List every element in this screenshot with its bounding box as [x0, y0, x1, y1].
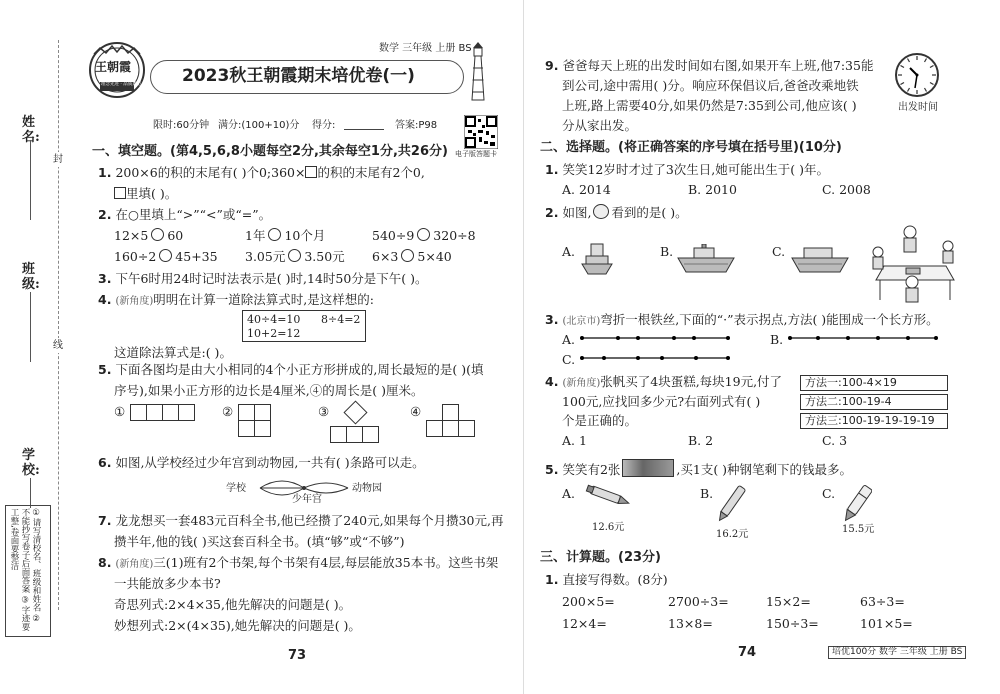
q2-item-5 — [245, 249, 345, 264]
tips-text: ①请写清校名、班级和姓名 ②不能抄写卷子后面答案 ③字迹要工整,卷面要整洁 — [9, 508, 41, 632]
c3-text: 弯折一根铁丝,下面的“·”表示拐点,方法( )能围成一个长方形。 — [600, 312, 939, 327]
c4-option-b[interactable]: B. 2 — [688, 433, 714, 448]
calc-item-6[interactable]: 13×8= — [668, 616, 713, 631]
boat-side-view-c-icon — [790, 244, 850, 276]
q7-text-a: 龙龙想买一套483元百科全书,他已经攒了240元,如果每个月攒30元,再 — [115, 513, 504, 528]
q5-shape-4-cell — [442, 404, 459, 421]
q5-shape-2-cell — [238, 420, 255, 437]
q2-circle-6[interactable] — [401, 249, 414, 262]
q5-shape-2-cell — [254, 404, 271, 421]
c4-line2: 100元,应找回多少元?右面列式有( ) — [562, 394, 761, 409]
calc-item-4[interactable]: 63÷3= — [860, 594, 905, 609]
section-choice: 二、选择题。(将正确答案的序号填在括号里)(10分) — [540, 140, 842, 155]
q2-item-2-left: 1年 — [245, 228, 266, 243]
fountain-pen-c-icon — [842, 482, 872, 526]
q1-number: 1. — [98, 165, 112, 180]
c3-tag: (北京市) — [562, 316, 601, 327]
c4-method-1: 方法一:100-4×19 — [800, 375, 948, 391]
q1-text-c: 里填( )。 — [126, 186, 178, 201]
banknote-icon — [622, 459, 674, 477]
c2-option-b[interactable]: B. — [660, 244, 674, 259]
q9-line3: 上班,路上需要40分,如果仍然是7:35到公司,他应该( ) — [562, 98, 857, 113]
c1-line — [545, 162, 829, 177]
q4-answer-line: 这道除法算式是:( )。 — [114, 345, 232, 360]
c3-option-c[interactable]: C. — [562, 352, 576, 367]
q5-line1 — [98, 362, 483, 377]
c1-option-a[interactable]: A. 2014 — [562, 182, 611, 197]
c5-price-c: 15.5元 — [842, 524, 875, 535]
q2-item-4 — [114, 249, 218, 264]
clock-caption: 出发时间 — [898, 102, 938, 113]
q2-circle-4[interactable] — [159, 249, 172, 262]
c1-option-b[interactable]: B. 2010 — [688, 182, 737, 197]
calc-item-2[interactable]: 2700÷3= — [668, 594, 729, 609]
clock-icon — [894, 52, 940, 98]
q4-work-1: 40÷4=10 — [247, 313, 301, 326]
calc-item-3[interactable]: 15×2= — [766, 594, 811, 609]
q8-miaoxiang-line: 妙想列式:2×(4×35),她先解决的问题是( )。 — [114, 618, 361, 633]
c2-option-c[interactable]: C. — [772, 244, 786, 259]
c5-text-a: 笑笑有2张 — [562, 462, 621, 477]
q2-item-1 — [114, 228, 183, 243]
c3-option-a[interactable]: A. — [562, 332, 576, 347]
q7-line1 — [98, 513, 503, 528]
q9-line1 — [545, 58, 873, 73]
page-number-right: 74 — [738, 645, 757, 660]
q2-item-3 — [372, 228, 476, 243]
q8-line2: 一共能放多少本书? — [114, 576, 221, 591]
c4-number: 4. — [545, 374, 559, 389]
q5-shape-4-cell — [442, 420, 459, 437]
q2-item-2-right: 10个月 — [284, 228, 326, 243]
logo-sub: 理念先进 · 品质典范 — [101, 82, 142, 87]
c4-line1 — [545, 374, 782, 391]
score-label: 得分: — [312, 120, 336, 131]
school-line — [30, 478, 31, 508]
q2-line — [98, 207, 271, 222]
q5-shape-1-cell — [130, 404, 147, 421]
q4-line — [98, 292, 374, 309]
q4-work-2: 8÷4=2 — [321, 313, 361, 326]
q2-circle-3[interactable] — [417, 228, 430, 241]
q2-item-6 — [372, 249, 452, 264]
k1-line — [545, 572, 668, 587]
c3-number: 3. — [545, 312, 559, 327]
c1-number: 1. — [545, 162, 559, 177]
c4-text-a: 张帆买了4块蛋糕,每块19元,付了 — [600, 374, 783, 389]
margin-name-label: 姓名: — [22, 115, 40, 145]
c4-line3: 个是正确的。 — [562, 413, 638, 428]
q2-item-4-left: 160÷2 — [114, 249, 157, 264]
q7-line2: 攒半年,他的钱( )买这套百科全书。(填“够”或“不够”) — [114, 534, 405, 549]
q5-shape-1-cell — [146, 404, 163, 421]
q3-text: 下午6时用24时记时法表示是( )时,14时50分是下午( )。 — [115, 271, 428, 286]
q2-number: 2. — [98, 207, 112, 222]
q2-item-5-left: 3.05元 — [245, 249, 286, 264]
page-fold — [523, 0, 524, 694]
time-limit: 限时:60分钟 — [153, 120, 210, 131]
name-line — [30, 140, 31, 220]
c4-tag: (新角度) — [562, 378, 601, 389]
q5-shape-2-cell — [238, 404, 255, 421]
c1-option-c[interactable]: C. 2008 — [822, 182, 871, 197]
q6-number: 6. — [98, 455, 112, 470]
q3-number: 3. — [98, 271, 112, 286]
c4-method-2: 方法二:100-19-4 — [800, 394, 948, 410]
q2-item-1-left: 12×5 — [114, 228, 149, 243]
lighthouse-icon — [464, 40, 492, 102]
q4-number: 4. — [98, 292, 112, 307]
margin-school-label: 学校: — [22, 448, 40, 478]
section-calculation: 三、计算题。(23分) — [540, 550, 661, 565]
binding-line — [58, 40, 59, 610]
q2-item-4-right: 45+35 — [175, 249, 218, 264]
c4-option-c[interactable]: C. 3 — [822, 433, 848, 448]
q5-label-1: ① — [114, 404, 126, 419]
section-fill-blanks: 一、填空题。(第4,5,6,8小题每空2分,其余每空1分,共26分) — [92, 144, 448, 159]
c2-text-a: 如图, — [562, 205, 592, 220]
q5-number: 5. — [98, 362, 112, 377]
q5-shape-4-cell — [426, 420, 443, 437]
answer-ref: 答案:P98 — [395, 120, 438, 131]
q1-square-2[interactable] — [114, 187, 126, 199]
q4-text: 明明在计算一道除法算式时,是这样想的: — [153, 292, 374, 307]
q6-zoo-label: 动物园 — [352, 483, 382, 494]
q7-number: 7. — [98, 513, 112, 528]
c3-wire-c — [580, 352, 730, 364]
class-line — [30, 292, 31, 362]
c5-line — [545, 459, 852, 477]
calc-item-5[interactable]: 12×4= — [562, 616, 607, 631]
q6-youth-palace-label: 少年宫 — [292, 494, 322, 505]
q5-shape-3-diamond — [343, 400, 367, 424]
q2-item-5-right: 3.50元 — [304, 249, 345, 264]
q2-item-6-right: 5×40 — [417, 249, 452, 264]
full-score: 满分:(100+10)分 — [218, 120, 300, 131]
c4-methods-box — [800, 375, 948, 432]
q1-text-a: 200×6的积的末尾有( )个0;360× — [115, 165, 306, 180]
q5-shape-1-cell — [178, 404, 195, 421]
q2-text: 在○里填上“>”“<”或“=”。 — [115, 207, 272, 222]
c2-line — [545, 204, 688, 220]
q4-tag: (新角度) — [115, 296, 154, 307]
q5-label-4: ④ — [410, 404, 422, 419]
q9-text-a: 爸爸每天上班的出发时间如右图,如果开车上班,他7:35能 — [562, 58, 874, 73]
c2-number: 2. — [545, 205, 559, 220]
q2-item-3-right: 320÷8 — [433, 228, 476, 243]
calc-item-1[interactable]: 200×5= — [562, 594, 615, 609]
boat-side-view-b-icon — [676, 244, 736, 276]
margin-class-label: 班级: — [22, 262, 40, 292]
q4-work-3: 10+2=12 — [247, 327, 301, 340]
tips-box — [5, 505, 51, 637]
q8-line1 — [98, 555, 498, 572]
boat-front-view-icon — [580, 240, 614, 276]
c1-text: 笑笑12岁时才过了3次生日,她可能出生于( )年。 — [562, 162, 829, 177]
q5-shape-4-cell — [458, 420, 475, 437]
margin-feng: 封 — [53, 154, 63, 165]
margin-xian: 线 — [53, 340, 63, 351]
q5-shape-3-cell — [362, 426, 379, 443]
c4-method-3: 方法三:100-19-19-19-19 — [800, 413, 948, 429]
c5-option-b[interactable]: B. — [700, 486, 714, 501]
page-title: 2023秋王朝霞期末培优卷(一) — [182, 66, 415, 86]
page-number-left: 73 — [288, 648, 307, 663]
q5-label-2: ② — [222, 404, 234, 419]
q5-shape-2-cell — [254, 420, 271, 437]
q8-tag: (新角度) — [115, 559, 154, 570]
q5-shape-3-cell — [330, 426, 347, 443]
q9-line2: 到公司,途中需用( )分。响应环保倡议后,爸爸改乘地铁 — [562, 78, 859, 93]
q5-shape-3-cell — [346, 426, 363, 443]
q2-item-6-left: 6×3 — [372, 249, 399, 264]
q2-item-3-left: 540÷9 — [372, 228, 415, 243]
q5-shape-1-cell — [162, 404, 179, 421]
c5-number: 5. — [545, 462, 559, 477]
header-crumb: 数学 三年级 上册 BS — [379, 43, 472, 54]
q2-circle-2[interactable] — [268, 228, 281, 241]
q4-work-box — [242, 310, 366, 342]
c3-wire-b — [788, 332, 938, 344]
c5-option-a[interactable]: A. — [562, 486, 576, 501]
c3-line — [545, 312, 939, 329]
q8-number: 8. — [98, 555, 112, 570]
score-blank[interactable] — [344, 129, 384, 130]
q1-line2 — [114, 186, 177, 201]
footer-series: 培优100分 数学 三年级 上册 BS — [828, 646, 966, 659]
c3-wire-a — [580, 332, 730, 344]
c4-option-a[interactable]: A. 1 — [562, 433, 587, 448]
c2-text-b: 看到的是( )。 — [611, 205, 688, 220]
c3-option-b[interactable]: B. — [770, 332, 784, 347]
fountain-pen-b-icon — [716, 482, 746, 526]
q6-school-label: 学校 — [226, 483, 246, 494]
q9-number: 9. — [545, 58, 559, 73]
q2-circle-5[interactable] — [288, 249, 301, 262]
qr-code-icon — [464, 115, 498, 149]
q2-circle-1[interactable] — [151, 228, 164, 241]
q6-text: 如图,从学校经过少年宫到动物园,一共有( )条路可以走。 — [115, 455, 425, 470]
k1-number: 1. — [545, 572, 559, 587]
calc-item-7[interactable]: 150÷3= — [766, 616, 819, 631]
c5-text-b: ,买1支( )种钢笔剩下的钱最多。 — [676, 462, 853, 477]
logo-text: 王朝霞 — [95, 60, 132, 74]
q9-line4: 分从家出发。 — [562, 118, 638, 133]
c5-price-a: 12.6元 — [592, 522, 625, 533]
q5-text-a: 下面各图均是由大小相同的4个小正方形拼成的,周长最短的是( )(填 — [115, 362, 484, 377]
c2-child-icon — [593, 204, 609, 219]
q3-line — [98, 271, 428, 286]
children-around-table-illustration — [866, 224, 958, 304]
q1-square-1[interactable] — [305, 166, 317, 178]
q5-label-3: ③ — [318, 404, 330, 419]
q6-line — [98, 455, 425, 470]
c2-option-a[interactable]: A. — [562, 244, 576, 259]
c5-option-c[interactable]: C. — [822, 486, 836, 501]
k1-text: 直接写得数。(8分) — [562, 572, 668, 587]
q2-item-2 — [245, 228, 325, 243]
q5-line2: 序号),如果小正方形的边长是4厘米,④的周长是( )厘米。 — [114, 383, 424, 398]
fountain-pen-a-icon — [584, 484, 634, 508]
qr-caption: 电子版答题卡 — [455, 150, 497, 158]
q8-text-a: 三(1)班有2个书架,每个书架有4层,每层能放35本书。这些书架 — [153, 555, 499, 570]
q1-line1 — [98, 165, 425, 180]
q2-item-1-right: 60 — [167, 228, 184, 243]
c5-price-b: 16.2元 — [716, 529, 749, 540]
calc-item-8[interactable]: 101×5= — [860, 616, 913, 631]
q8-qisi-line: 奇思列式:2×4×35,他先解决的问题是( )。 — [114, 597, 352, 612]
q1-text-b: 的积的末尾有2个0, — [317, 165, 425, 180]
